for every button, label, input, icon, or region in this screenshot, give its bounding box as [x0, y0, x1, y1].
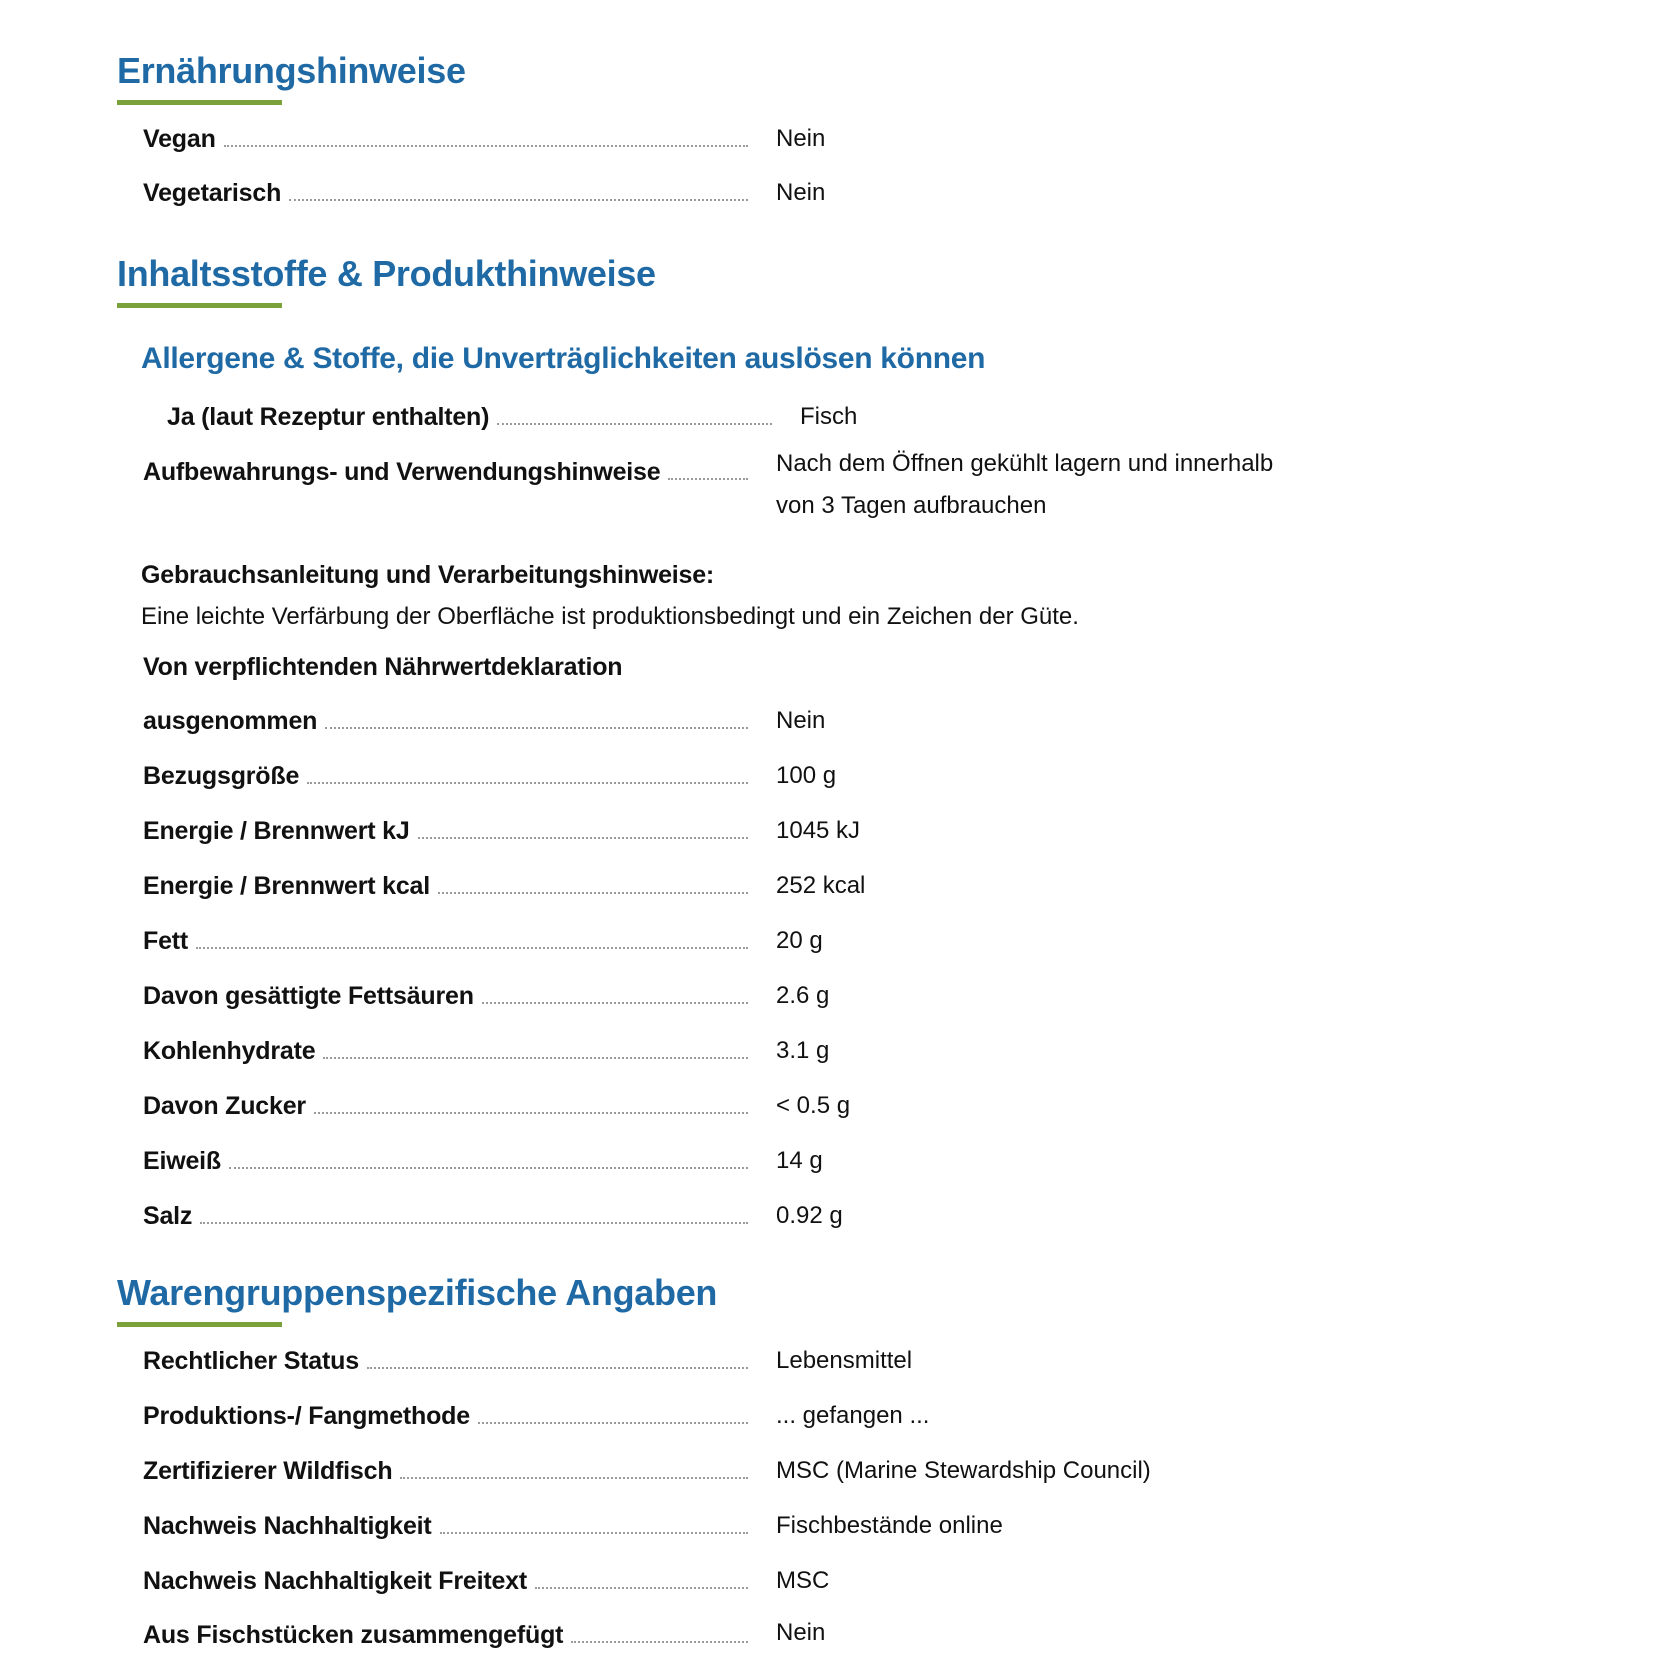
spec-label: Vegetarisch [143, 179, 282, 207]
spec-label: Aus Fischstücken zusammengefügt [143, 1621, 564, 1649]
dot-leader [289, 199, 748, 201]
dot-leader [418, 837, 748, 839]
spec-row-naehrwert [143, 1197, 748, 1231]
spec-value-warengruppe: ... gefangen ... [776, 1402, 930, 1429]
section-title-warengruppe: Warengruppenspezifische Angaben [117, 1272, 718, 1313]
dot-leader [478, 1422, 748, 1424]
dot-leader [571, 1641, 748, 1643]
spec-value-vegetarisch: Nein [776, 179, 826, 206]
gebrauch-label: Gebrauchsanleitung und Verarbeitungshinweise: [141, 561, 715, 589]
spec-value-naehrwert: 14 g [776, 1147, 823, 1174]
subsection-title-allergene: Allergene & Stoffe, die Unverträglichkeiten auslösen können [141, 342, 986, 375]
spec-label: ausgenommen [143, 707, 318, 735]
spec-value-naehrwert: < 0.5 g [776, 1092, 851, 1119]
spec-row-naehrwert [143, 922, 748, 956]
dot-leader [668, 478, 748, 480]
spec-value-naehrwert: 0.92 g [776, 1202, 843, 1229]
spec-value-aufbewahrung-line1: Nach dem Öffnen gekühlt lagern und innerhalb [776, 450, 1274, 477]
spec-value-aufbewahrung-line2: von 3 Tagen aufbrauchen [776, 492, 1047, 519]
section-underline [117, 1322, 282, 1327]
spec-label: Energie / Brennwert kJ [143, 817, 410, 845]
spec-row-naehrwert [143, 1142, 748, 1176]
spec-value-naehrwert: Nein [776, 707, 826, 734]
dot-leader [196, 947, 748, 949]
spec-value-naehrwert: 1045 kJ [776, 817, 861, 844]
spec-label: Salz [143, 1202, 193, 1230]
spec-label: Aufbewahrungs- und Verwendungshinweise [143, 458, 661, 486]
spec-label: Ja (laut Rezeptur enthalten) [167, 403, 490, 431]
dot-leader [229, 1167, 748, 1169]
dot-leader [497, 423, 772, 425]
dot-leader [400, 1477, 748, 1479]
spec-row-warengruppe [143, 1397, 748, 1431]
section-underline [117, 100, 282, 105]
spec-value-warengruppe: Nein [776, 1619, 826, 1646]
spec-row-warengruppe [143, 1452, 748, 1486]
spec-row-aufbewahrung [143, 453, 748, 487]
spec-label: Kohlenhydrate [143, 1037, 316, 1065]
spec-value-allergene-ja: Fisch [800, 403, 858, 430]
spec-label: Energie / Brennwert kcal [143, 872, 430, 900]
spec-row-warengruppe [143, 1507, 748, 1541]
spec-value-naehrwert: 252 kcal [776, 872, 866, 899]
dot-leader [325, 727, 748, 729]
spec-label: Zertifizierer Wildfisch [143, 1457, 393, 1485]
spec-row-naehrwert [143, 977, 748, 1011]
spec-value-warengruppe: Lebensmittel [776, 1347, 913, 1374]
dot-leader [323, 1057, 748, 1059]
dot-leader [440, 1532, 748, 1534]
spec-label: Nachweis Nachhaltigkeit Freitext [143, 1567, 528, 1595]
naehrwert-heading: Von verpflichtenden Nährwertdeklaration [143, 653, 623, 681]
spec-label: Fett [143, 927, 189, 955]
gebrauch-text: Eine leichte Verfärbung der Oberfläche ist produktionsbedingt und ein Zeichen der Güte. [141, 603, 1079, 630]
spec-row-naehrwert [143, 867, 748, 901]
spec-label: Nachweis Nachhaltigkeit [143, 1512, 432, 1540]
spec-label: Rechtlicher Status [143, 1347, 359, 1375]
section-underline [117, 303, 282, 308]
spec-row-allergene-ja [167, 398, 772, 432]
spec-value-warengruppe: MSC (Marine Stewardship Council) [776, 1457, 1151, 1484]
spec-row-warengruppe [143, 1562, 748, 1596]
spec-label: Vegan [143, 125, 216, 153]
spec-value-warengruppe: MSC [776, 1567, 830, 1594]
spec-value-vegan: Nein [776, 125, 826, 152]
dot-leader [482, 1002, 748, 1004]
spec-row-warengruppe [143, 1342, 748, 1376]
spec-value-naehrwert: 2.6 g [776, 982, 830, 1009]
spec-row-vegetarisch [143, 174, 748, 208]
spec-row-warengruppe [143, 1616, 748, 1650]
spec-row-naehrwert [143, 1032, 748, 1066]
spec-row-naehrwert [143, 812, 748, 846]
spec-value-naehrwert: 20 g [776, 927, 823, 954]
dot-leader [200, 1222, 748, 1224]
dot-leader [224, 145, 748, 147]
dot-leader [314, 1112, 748, 1114]
spec-row-vegan [143, 120, 748, 154]
dot-leader [438, 892, 748, 894]
spec-row-naehrwert [143, 1087, 748, 1121]
spec-label: Davon gesättigte Fettsäuren [143, 982, 474, 1010]
dot-leader [367, 1367, 748, 1369]
spec-label: Bezugsgröße [143, 762, 300, 790]
spec-label: Produktions-/ Fangmethode [143, 1402, 470, 1430]
dot-leader [307, 782, 748, 784]
spec-value-naehrwert: 3.1 g [776, 1037, 830, 1064]
dot-leader [535, 1587, 748, 1589]
spec-label: Davon Zucker [143, 1092, 306, 1120]
spec-row-naehrwert [143, 757, 748, 791]
section-title-ernaehrung: Ernährungshinweise [117, 50, 466, 91]
section-title-inhaltsstoffe: Inhaltsstoffe & Produkthinweise [117, 253, 656, 294]
spec-value-naehrwert: 100 g [776, 762, 837, 789]
spec-row-naehrwert [143, 702, 748, 736]
spec-value-warengruppe: Fischbestände online [776, 1512, 1003, 1539]
spec-label: Eiweiß [143, 1147, 221, 1175]
